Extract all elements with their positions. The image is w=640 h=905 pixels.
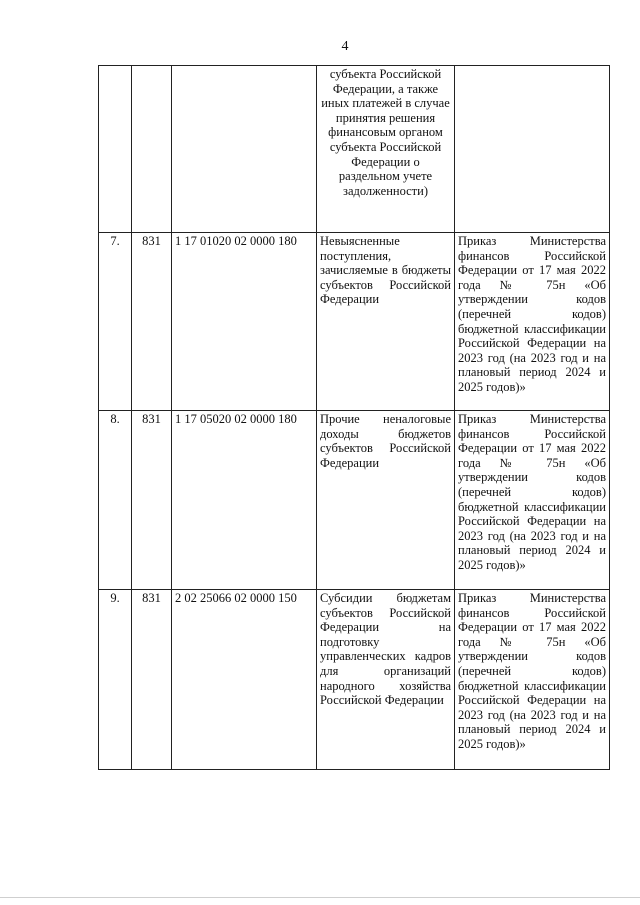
row-number-cell [99,66,132,233]
admin-code-cell: 831 [132,411,172,590]
legal-basis-cell [455,66,610,233]
table-row-7 [99,233,610,411]
legal-basis-text: Приказ Министерства финансов Российской Федерации от 17 мая 2022 года № 75н «Об утверждении кодов (перечней кодов) бюджетной классификации Российской Федерации на 2023 год (на 2023 год и на плановый период 2024 и 2025 годов)» [458,234,606,394]
row-number-cell: 8. [99,411,132,590]
legal-basis-text: Приказ Министерства финансов Российской Федерации от 17 мая 2022 года № 75н «Об утверждении кодов (перечней кодов) бюджетной классификации Российской Федерации на 2023 год (на 2023 год и на плановый период 2024 и 2025 годов)» [458,591,606,751]
revenue-name-text: Субсидии бюджетам субъектов Российской Федерации на подготовку управленческих кадров для организаций народного хозяйства Российской Федерации [320,591,451,708]
revenue-name-cell [317,590,455,770]
legal-basis-cell [455,590,610,770]
table-row-8 [99,411,610,590]
budget-code-cell: 2 02 25066 02 0000 150 [172,590,317,770]
admin-code-cell [132,66,172,233]
row-number-cell: 7. [99,233,132,411]
revenue-codes-table [98,65,610,770]
revenue-name-text: субъекта Российской Федерации, а также иных платежей в случае принятия решения финансовым органом субъекта Российской Федерации о раздельном учете задолженности) [321,67,450,198]
table-row-9 [99,590,610,770]
budget-code-cell [172,66,317,233]
budget-code-cell: 1 17 01020 02 0000 180 [172,233,317,411]
revenue-name-cell [317,233,455,411]
page-number: 4 [341,39,349,54]
budget-code-cell: 1 17 05020 02 0000 180 [172,411,317,590]
admin-code-cell: 831 [132,233,172,411]
legal-basis-cell [455,411,610,590]
table-row-continuation [99,66,610,233]
legal-basis-text: Приказ Министерства финансов Российской Федерации от 17 мая 2022 года № 75н «Об утверждении кодов (перечней кодов) бюджетной классификации Российской Федерации на 2023 год (на 2023 год и на плановый период 2024 и 2025 годов)» [458,412,606,572]
revenue-name-cell [317,66,455,233]
admin-code-cell: 831 [132,590,172,770]
revenue-name-text: Невыясненные поступления, зачисляемые в бюджеты субъектов Российской Федерации [320,234,451,307]
row-number-cell: 9. [99,590,132,770]
scan-edge-divider [0,897,640,898]
legal-basis-cell [455,233,610,411]
revenue-name-cell [317,411,455,590]
revenue-name-text: Прочие неналоговые доходы бюджетов субъектов Российской Федерации [320,412,451,470]
